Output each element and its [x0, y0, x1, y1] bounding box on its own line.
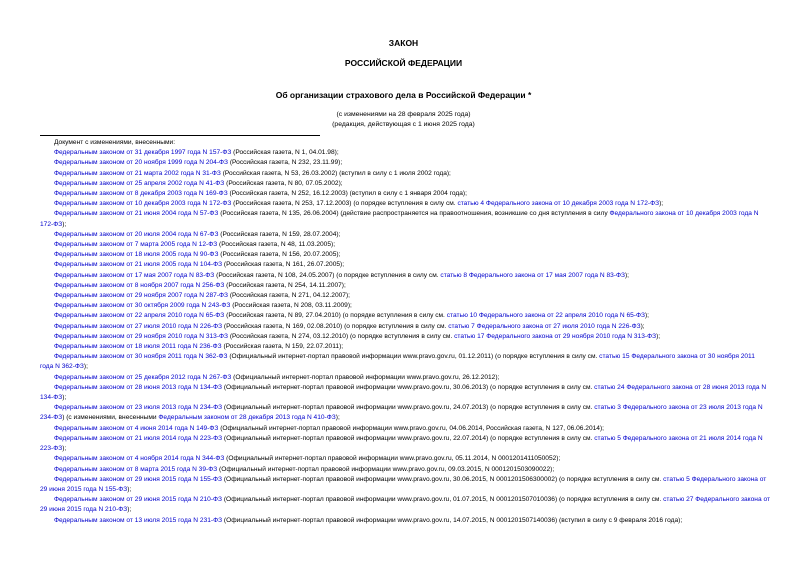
law-link[interactable]: статью 4 Федерального закона от 10 декабря 2003 года N 172-ФЗ	[457, 200, 660, 208]
law-link[interactable]: статью 15 Федерального закона от 30 ноября 2011 года N 362-ФЗ	[40, 353, 755, 371]
law-link[interactable]: статью 24 Федерального закона от 28 июня 2013 года N 134-ФЗ	[40, 383, 767, 402]
amendment-item	[40, 158, 770, 168]
citation-text: );	[127, 485, 132, 493]
law-link[interactable]: Федеральным законом от 4 ноября 2014 года N 344-ФЗ	[54, 455, 225, 463]
law-link[interactable]: Федеральным законом от 27 июля 2010 года N 226-ФЗ	[54, 322, 223, 330]
amendment-item	[40, 465, 770, 475]
citation-text: (Российская газета, N 159, 28.07.2004);	[218, 230, 341, 238]
amendment-item	[40, 230, 770, 240]
citation-text: );	[83, 363, 88, 371]
law-link[interactable]: Федеральным законом от 30 октября 2009 года N 243-ФЗ	[54, 302, 231, 310]
law-link[interactable]: Федеральным законом от 8 ноября 2007 года N 256-ФЗ	[54, 281, 225, 289]
amendment-item	[40, 179, 770, 189]
amendment-item	[40, 322, 770, 332]
law-link[interactable]: Федеральным законом от 8 марта 2015 года N 39-ФЗ	[54, 465, 218, 473]
law-link[interactable]: Федеральным законом от 18 июля 2011 года N 236-ФЗ	[54, 343, 222, 351]
citation-text: (Российская газета, N 108, 24.05.2007) (о порядке вступления в силу см.	[214, 271, 441, 279]
citation-text: (Российская газета, N 159, 22.07.2011);	[221, 343, 344, 351]
header-divider	[40, 135, 320, 136]
citation-text: (Российская газета, N 48, 11.03.2005);	[217, 241, 336, 249]
law-link[interactable]: Федеральным законом от 10 декабря 2003 года N 172-ФЗ	[54, 200, 232, 208]
law-link[interactable]: Федеральным законом от 13 июля 2015 года N 231-ФЗ	[54, 516, 223, 524]
amended-note: (с изменениями на 28 февраля 2025 года)	[336, 111, 471, 118]
citation-text: (Официальный интернет-портал правовой информации www.pravo.gov.ru, 14.07.2015, N 0001201507140036) (вступил в силу с 9 февраля 2016 года);	[222, 516, 683, 524]
amendment-item	[40, 454, 770, 464]
law-link[interactable]: статью 27 Федерального закона от 29 июня 2015 года N 210-ФЗ	[40, 496, 770, 514]
citation-text: (Официальный интернет-портал правовой информации www.pravo.gov.ru, 01.12.2011) (о порядке вступления в силу см.	[227, 353, 600, 361]
citation-text: );	[640, 322, 645, 330]
citation-text: (Российская газета, N 53, 26.03.2002) (вступил в силу с 1 июля 2002 года);	[220, 169, 451, 177]
law-link[interactable]: Федеральным законом от 25 декабря 2012 года N 267-ФЗ	[54, 373, 232, 381]
citation-text: );	[624, 271, 630, 279]
amendment-item	[40, 475, 770, 495]
law-link[interactable]: Федеральным законом от 25 апреля 2002 года N 41-ФЗ	[54, 179, 225, 187]
amendment-item	[40, 373, 770, 383]
law-link[interactable]: Федеральным законом от 21 июня 2004 года N 57-ФЗ	[54, 210, 219, 218]
citation-text: (Российская газета, N 89, 27.04.2010) (о порядке вступления в силу см.	[224, 312, 447, 320]
law-link[interactable]: Федеральным законом от 21 марта 2002 года N 31-ФЗ	[54, 169, 221, 177]
citation-text: (Официальный интернет-портал правовой информации www.pravo.gov.ru, 22.07.2014) (о порядке вступления в силу см.	[222, 434, 595, 442]
law-link[interactable]: статью 8 Федерального закона от 17 мая 2007 года N 83-ФЗ	[440, 271, 625, 279]
citation-text: (Российская газета, N 135, 26.06.2004) (действие распространяется на правоотношения, возникшие со дня вступления в силу	[218, 210, 610, 218]
law-link[interactable]: Федеральным законом от 30 ноября 2011 года N 362-ФЗ	[54, 353, 228, 361]
amendment-item	[40, 199, 770, 209]
citation-text: (Российская газета, N 161, 26.07.2005);	[222, 261, 345, 269]
citation-text: (Официальный интернет-портал правовой информации www.pravo.gov.ru, 04.06.2014, Российская газета, N 127, 06.06.2014);	[218, 424, 604, 432]
citation-text: ) (с изменениями, внесенными	[62, 414, 159, 422]
law-link[interactable]: Федеральным законом от 20 июля 2004 года N 67-ФЗ	[54, 230, 219, 238]
law-link[interactable]: статью 3 Федерального закона от 23 июля 2013 года N 234-ФЗ	[40, 404, 763, 422]
edition-note: (редакция, действующая с 1 июня 2025 года)	[332, 121, 475, 128]
law-link[interactable]: Федеральным законом от 28 декабря 2013 года N 410-ФЗ	[158, 414, 336, 422]
citation-text: );	[127, 506, 132, 514]
amendment-item	[40, 383, 770, 403]
amendment-item	[40, 260, 770, 270]
citation-text: );	[62, 220, 67, 228]
amendment-item	[40, 281, 770, 291]
citation-text: (Российская газета, N 156, 20.07.2005);	[218, 251, 341, 259]
law-link[interactable]: Федеральным законом от 7 марта 2005 года N 12-ФЗ	[54, 241, 218, 249]
law-link[interactable]: Федеральным законом от 18 июля 2005 года N 90-ФЗ	[54, 251, 219, 259]
law-subject: Об организации страхового дела в Российской Федерации *	[275, 90, 532, 100]
citation-text: (Российская газета, N 274, 03.12.2010) (о порядке вступления в силу см.	[228, 332, 455, 340]
citation-text: (Российская газета, N 254, 14.11.2007);	[224, 281, 346, 289]
amendment-item	[40, 169, 770, 179]
citation-text: );	[62, 445, 67, 453]
law-link[interactable]: Федеральным законом от 28 июня 2013 года N 134-ФЗ	[54, 383, 223, 391]
law-link[interactable]: Федеральным законом от 22 апреля 2010 года N 65-ФЗ	[54, 312, 225, 320]
law-link[interactable]: Федеральным законом от 31 декабря 1997 года N 157-ФЗ	[54, 149, 232, 157]
amendments-list	[40, 138, 770, 526]
amendment-item	[40, 209, 770, 229]
law-link[interactable]: Федерального закона от 10 декабря 2003 года N 172-ФЗ	[40, 210, 759, 228]
citation-text: (Российская газета, N 80, 07.05.2002);	[224, 179, 343, 187]
citation-text: (Российская газета, N 253, 17.12.2003) (о порядке вступления в силу см.	[231, 200, 458, 208]
citation-text: );	[644, 312, 650, 320]
citation-text: );	[656, 332, 661, 340]
law-link[interactable]: Федеральным законом от 29 июня 2015 года N 155-ФЗ	[54, 475, 223, 483]
amendment-item	[40, 291, 770, 301]
citation-text: );	[62, 394, 67, 402]
law-link[interactable]: статью 5 Федерального закона от 21 июля 2014 года N 223-ФЗ	[40, 434, 763, 453]
law-link[interactable]: статью 10 Федерального закона от 22 апреля 2010 года N 65-ФЗ	[446, 312, 645, 320]
law-link[interactable]: Федеральным законом от 21 июля 2014 года N 223-ФЗ	[54, 434, 223, 442]
law-link[interactable]: статью 7 Федерального закона от 27 июля 2010 года N 226-ФЗ	[448, 322, 641, 330]
citation-text: (Официальный интернет-портал правовой информации www.pravo.gov.ru, 24.07.2013) (о порядке вступления в силу см.	[222, 404, 595, 412]
law-link[interactable]: Федеральным законом от 4 июня 2014 года N 149-ФЗ	[54, 424, 219, 432]
citation-text: (Официальный интернет-портал правовой информации www.pravo.gov.ru, 30.06.2013) (о порядке вступления в силу см.	[222, 383, 595, 391]
amendment-item	[40, 495, 770, 515]
citation-text: (Официальный интернет-портал правовой информации www.pravo.gov.ru, 09.03.2015, N 0001201503090022);	[217, 465, 555, 473]
law-link[interactable]: Федеральным законом от 29 ноября 2010 года N 313-ФЗ	[54, 332, 229, 340]
amendments-rows	[40, 148, 770, 526]
amendments-intro: Документ с изменениями, внесенными:	[54, 139, 176, 146]
amendment-item	[40, 250, 770, 260]
citation-text: );	[659, 200, 664, 208]
amendment-item	[40, 352, 770, 372]
amendment-item	[40, 189, 770, 199]
citation-text: (Российская газета, N 208, 03.11.2009);	[230, 302, 352, 310]
law-link[interactable]: Федеральным законом от 17 мая 2007 года N 83-ФЗ	[54, 271, 215, 279]
amendment-item	[40, 301, 770, 311]
amendment-item	[40, 342, 770, 352]
amendment-item	[40, 403, 770, 423]
amendment-item	[40, 240, 770, 250]
amendment-item	[40, 434, 770, 454]
law-link[interactable]: Федеральным законом от 21 июля 2005 года N 104-ФЗ	[54, 261, 223, 269]
law-link[interactable]: статью 5 Федерального закона от 29 июня 2015 года N 155-ФЗ	[40, 475, 767, 493]
citation-text: (Официальный интернет-портал правовой информации www.pravo.gov.ru, 26.12.2012);	[231, 373, 500, 381]
law-link[interactable]: Федеральным законом от 29 июня 2015 года N 210-ФЗ	[54, 496, 223, 504]
amendment-item	[40, 424, 770, 434]
citation-text: (Официальный интернет-портал правовой информации www.pravo.gov.ru, 30.06.2015, N 0001201506300002) (о порядке вступления в силу см.	[222, 475, 664, 483]
amendment-item	[40, 516, 770, 526]
amendment-item	[40, 148, 770, 158]
law-link[interactable]: Федеральным законом от 29 ноября 2007 года N 287-ФЗ	[54, 292, 229, 300]
law-link[interactable]: Федеральным законом от 23 июля 2013 года N 234-ФЗ	[54, 404, 223, 412]
citation-text: );	[335, 414, 340, 422]
law-country: РОССИЙСКОЙ ФЕДЕРАЦИИ	[344, 58, 463, 68]
amendment-item	[40, 332, 770, 342]
law-link[interactable]: Федеральным законом от 20 ноября 1999 года N 204-ФЗ	[54, 159, 229, 167]
citation-text: (Официальный интернет-портал правовой информации www.pravo.gov.ru, 01.07.2015, N 0001201507010036) (о порядке вступления в силу см.	[222, 496, 664, 504]
law-link[interactable]: статью 17 Федерального закона от 29 ноября 2010 года N 313-ФЗ	[454, 332, 657, 340]
citation-text: (Российская газета, N 252, 16.12.2003) (вступил в силу с 1 января 2004 года);	[227, 190, 467, 198]
citation-text: (Официальный интернет-портал правовой информации www.pravo.gov.ru, 05.11.2014, N 0001201411050052);	[224, 455, 561, 463]
citation-text: (Российская газета, N 169, 02.08.2010) (о порядке вступления в силу см.	[222, 322, 449, 330]
citation-text: (Российская газета, N 1, 04.01.98);	[231, 149, 339, 157]
law-link[interactable]: Федеральным законом от 8 декабря 2003 года N 169-ФЗ	[54, 190, 228, 198]
amendment-item	[40, 271, 770, 281]
citation-text: (Российская газета, N 232, 23.11.99);	[228, 159, 343, 167]
amendment-item	[40, 311, 770, 321]
citation-text: (Российская газета, N 271, 04.12.2007);	[228, 292, 350, 300]
law-title: ЗАКОН	[388, 38, 419, 48]
